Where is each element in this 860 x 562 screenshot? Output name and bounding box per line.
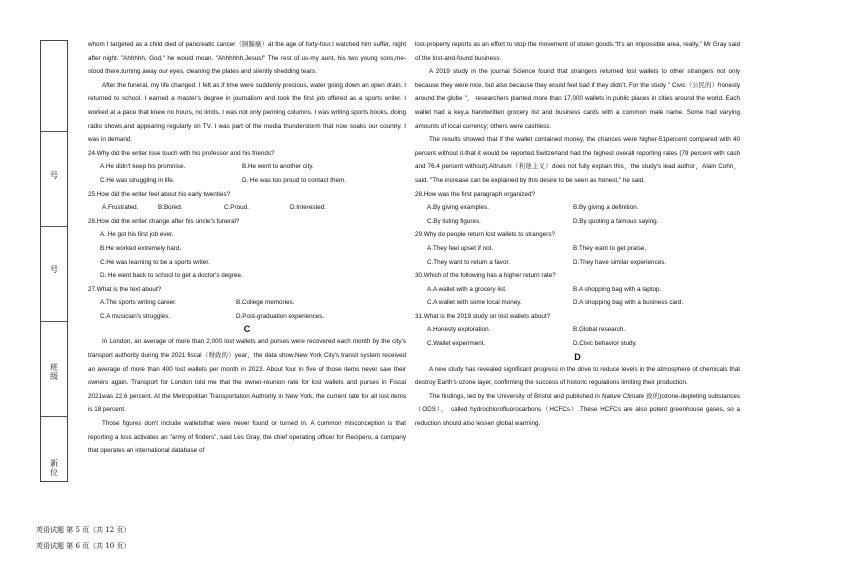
question-30: 30.Which of the following has a higher return rate? <box>415 272 556 280</box>
question-27: 27.What is the text about? <box>88 285 162 293</box>
option: B.They want to get praise. <box>573 244 647 252</box>
margin-divider <box>41 131 67 132</box>
margin-label-number: 号 <box>50 171 58 180</box>
left-column <box>88 38 406 458</box>
passage-b-paragraph: After the funeral, my life changed. I felt as if time were suddenly precious, water going down an open drain. I returned to school. I earned a master's degree in journalism and took the first job offered as a sports writer. I worked at a pace that knew no hours, no limits. I was not only penning columns. I was writing sports books, doing radio shows,and appearing regularly on TV. I was part of the media thunderstorm that now soaks our country. I was in demand. <box>88 81 406 144</box>
margin-divider <box>41 321 67 322</box>
option: B.He worked extremely hard. <box>100 244 182 252</box>
option: B.College memories. <box>236 299 295 307</box>
option: C.By listing figures. <box>427 217 481 225</box>
passage-c-paragraph: The results showed that if the wallet contained money, the chances were higher-51percent compared with 40 percent without it-that it would be reported.Switzerland had the highest overall reporting rates (79 percent with cash and 76.4 percent without).Altruism（利他主义）does not fully explain this，the study’s lead author，Alain Cohn，said. "The increase can be explained by this desire to be seen as honest," he said. <box>415 136 740 184</box>
margin-label-number-2: 号 <box>50 265 58 274</box>
option: D.Interested. <box>290 204 327 212</box>
page-footer-5: 英语试题 第 5 页（共 12 页） <box>36 526 131 534</box>
right-column <box>415 38 740 431</box>
question-29: 29.Why do people return lost wallets to strangers? <box>415 231 556 239</box>
passage-c-paragraph: Those figures don't include walletsthat were never found or turned in. A common misconception is that reporting a loss activates an "army of finders", said Les Gray, the chief operating officer for Recipero, a company that operates an international database of <box>88 420 406 455</box>
option: B.Bored. <box>158 204 183 212</box>
option: C.A musician's struggles. <box>100 312 171 320</box>
passage-d-paragraph: A new study has revealed significant progress in the drive to reduce levels in the atmosphere of chemicals that destroy Earth's ozone layer, confirming the success of historic regulations limiting their production. <box>415 365 740 387</box>
option: D.By quoting a famous saying. <box>573 217 659 225</box>
binding-margin <box>40 40 68 482</box>
section-heading-c: C <box>243 324 251 335</box>
option: D. He went back to school to get a doctor's degree. <box>100 272 243 280</box>
option: D.Civic behavior study. <box>573 340 637 348</box>
option: D. He was too proud to contact them. <box>242 176 346 184</box>
page-footer-6: 英语试题 第 6 页（共 10 页） <box>36 542 131 550</box>
text-run: 致的)ozone-depleting substances（ODS）， called hydrochlorofluorocarbons（HCFCs）.These HCFCs are also potent greenhouse gases, so a reduction should also lessen global warming. <box>415 392 741 428</box>
journal-name: Nature Climate <box>601 392 645 400</box>
option: C.A wallet with some local money. <box>427 299 522 307</box>
section-heading-d: D <box>574 351 581 362</box>
text-run: The findings, led by the University of Bristol and published in <box>429 392 602 400</box>
margin-divider <box>41 416 67 417</box>
option: A.By giving examples. <box>427 204 489 212</box>
option: A. He got his first job ever. <box>100 231 174 239</box>
margin-label-seat: 新 位 <box>50 459 58 477</box>
option: C.Wallet experiment. <box>427 340 486 348</box>
option: A.The sports writing career. <box>100 299 177 307</box>
option: B.He went to another city. <box>242 163 314 171</box>
question-28: 28.How was the first paragraph organized? <box>415 190 536 198</box>
option: A.Frustrated. <box>102 204 139 212</box>
question-31: 31.What is the 2019 study on lost wallets about? <box>415 312 551 320</box>
option: D.Post-graduation experiences. <box>236 312 325 320</box>
option: C.Proud. <box>224 204 249 212</box>
passage-c-paragraph: lost-property reports as an effort to stop the movement of stolen goods.“It's an impossible area, really," Mr Gray said of the lost-and-found business. <box>415 41 740 62</box>
option: D.A shopping bag with a business card. <box>573 299 684 307</box>
option: C.They want to return a favor. <box>427 258 510 266</box>
margin-label-class: 班 级 <box>50 363 58 381</box>
option: B.Global research. <box>573 326 626 334</box>
passage-d-paragraph <box>415 390 740 431</box>
option: C.He was learning to be a sports writer. <box>100 258 210 266</box>
option: A.They feel upset if not. <box>427 244 494 252</box>
option: B.By giving a definition. <box>573 204 639 212</box>
passage-c-paragraph: In London, an average of more than 2,000 lost wallets and purses were recovered each month by the city’s transport authority during the 2021 fiscal（财政的）year，the data show.New York City's transit system received an average of more than 400 lost wallets per month in 2023. About four in five of those items never saw their owners again. Transport for London told me that the owner-reunion rate for lost wallets and purses in Fiscal 2021was 22.6 percent. At the Metropolitan Transportation Authority in New York, the current rate for all lost items is 18 percent. <box>88 338 406 414</box>
passage-b-paragraph: whom I targeted as a child died of pancreatic cancer（胰腺癌）at the age of forty-four.I watched him suffer, night after night. "Ahhhhh, God," he would moan. "Ahhhhhh,Jesus!" The rest of us-my aunt, his two young sons,me-stood there,turning away our eyes, cleaning the plates and silently shedding tears. <box>88 41 406 76</box>
option: C.He was struggling in life. <box>100 176 175 184</box>
option: D.They have similar experiences. <box>573 258 667 266</box>
margin-divider <box>41 226 67 227</box>
option: A.He didn't keep his promnise. <box>100 163 186 171</box>
option: A.Honesty exploration. <box>427 326 491 334</box>
question-25: 25.How did the writer feel about his early twenties? <box>88 190 231 198</box>
option: B.A shopping bag with a laptop. <box>573 285 662 293</box>
question-24: 24.Why did the writer lose touch with his professor and his friends? <box>88 149 275 157</box>
passage-c-paragraph: A 2019 study in the journal Science found that strangers returned lost wallets to other strangers not only because they were nice, but also because they would feel bad if they didn’t. For the study " Civic（公民的）honesty around the globe "， researchers planted more than 17,000 wallets in public places in cities around the world. Each wallet had a key,a handwritten grocery list and business cards with a common male name. Some had varying amounts of local currency; others were cashless. <box>415 68 740 130</box>
question-26: 26.How did the writer change after his uncle's funeral? <box>88 217 240 225</box>
option: A.A wallet with a grocery list. <box>427 285 507 293</box>
